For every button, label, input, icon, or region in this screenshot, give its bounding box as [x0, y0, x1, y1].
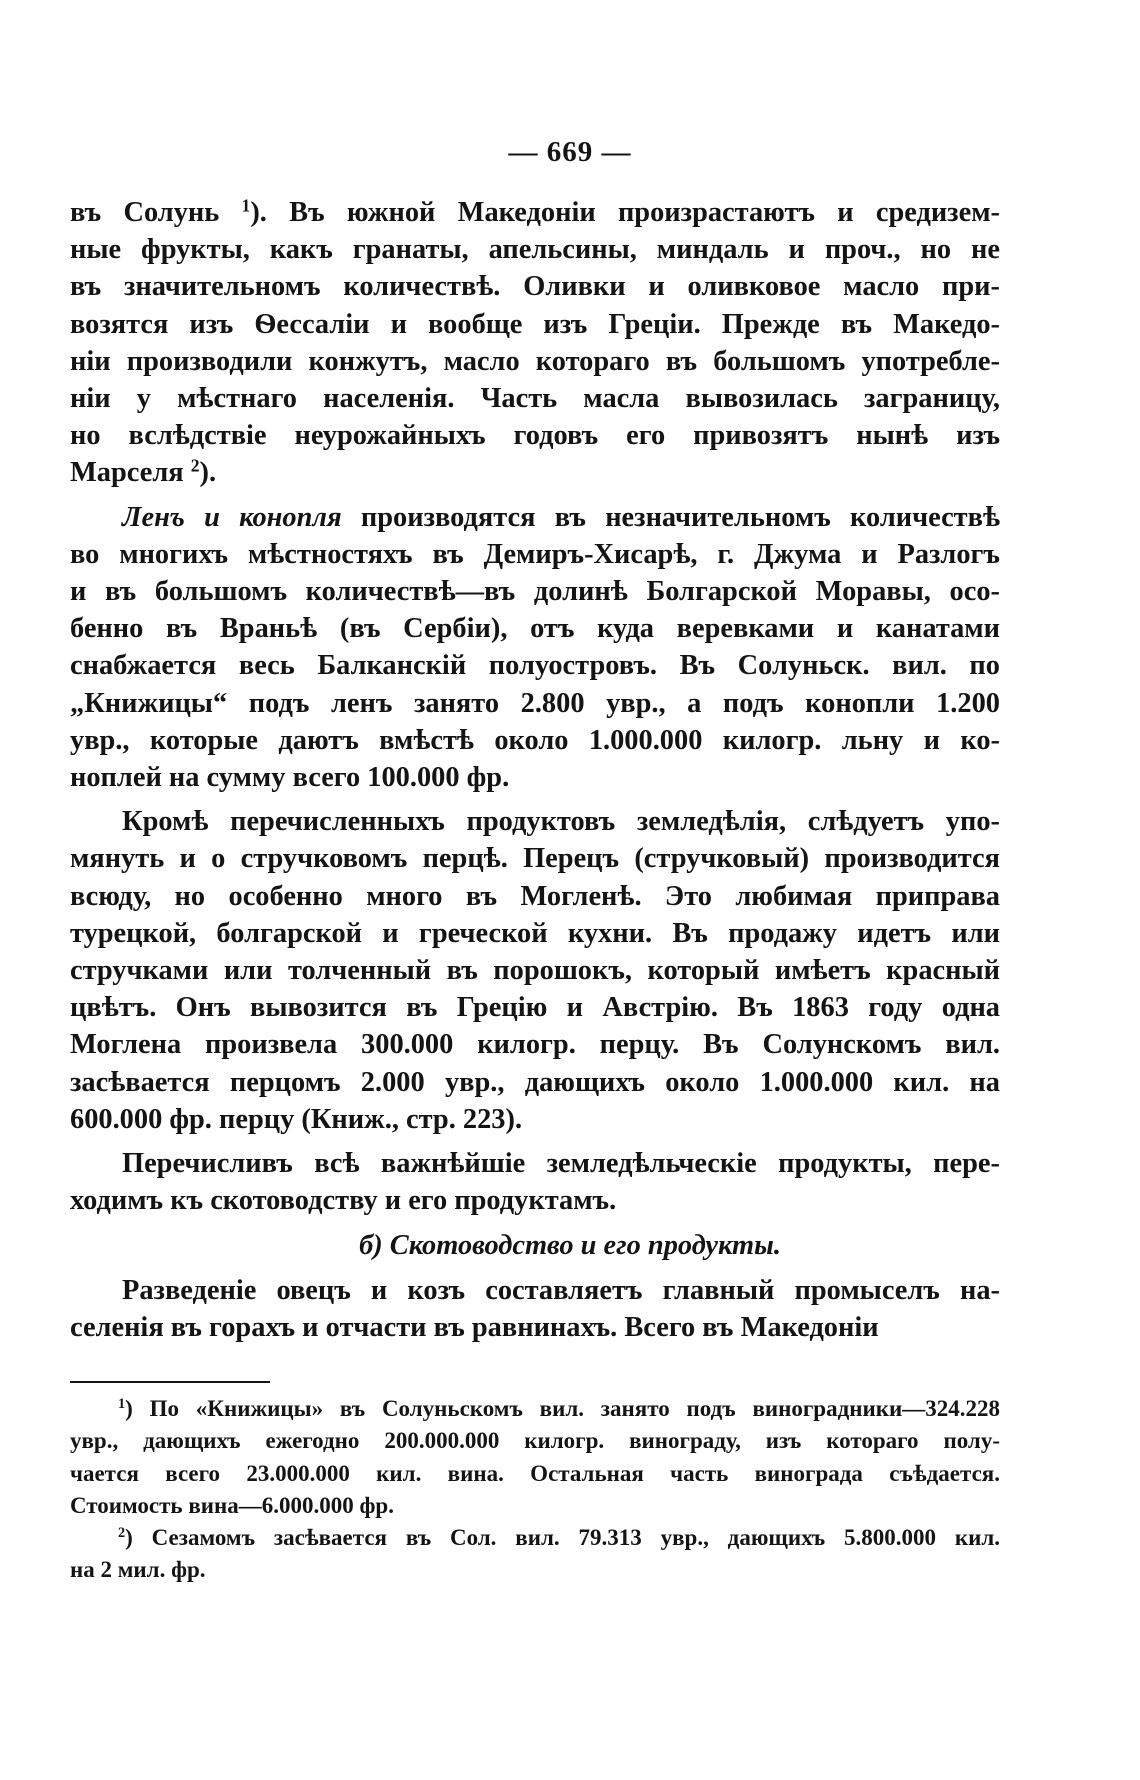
text-line: [70, 417, 1000, 454]
text-run: ).: [199, 457, 217, 489]
text-line: [70, 454, 1000, 491]
text-run: увр., дающихъ ежегодно 200.000.000 килогр. винограду, изъ котораго полу-: [70, 1428, 1000, 1454]
text-run: во многихъ мѣстностяхъ въ Демиръ-Хисарѣ, г. Джума и Разлогъ: [70, 538, 1000, 570]
text-line: [70, 306, 1000, 343]
text-run: селенія въ горахъ и отчасти въ равнинахъ. Всего въ Македоніи: [70, 1311, 879, 1343]
section-subheading: б) Скотоводство и его продукты.: [359, 1230, 781, 1262]
text-line: [70, 1182, 1000, 1219]
footnote-line: [70, 1425, 1000, 1457]
text-run: въ Солунь: [70, 197, 242, 228]
text-run: въ значительномъ количествѣ. Оливки и оливковое масло при-: [70, 271, 1000, 303]
text-run: засѣвается перцомъ 2.000 увр., дающихъ около 1.000.000 кил. на: [70, 1066, 1000, 1098]
text-run: стручками или толченный въ порошокъ, который имѣетъ красный: [70, 955, 1000, 987]
text-line: [70, 380, 1000, 417]
text-line: [70, 952, 1000, 989]
text-run: на 2 мил. фр.: [70, 1557, 206, 1583]
text-line: [70, 231, 1000, 268]
text-run: ніи производили конжутъ, масло котораго въ большомъ употребле-: [70, 345, 1000, 377]
text-run: снабжается весь Балканскій полуостровъ. Въ Солуньск. вил. по: [70, 650, 1000, 682]
text-line: [70, 647, 1000, 684]
footnote-line: [70, 1522, 1000, 1554]
text-line: [70, 343, 1000, 380]
text-run: возятся изъ Ѳессаліи и вообще изъ Греціи. Прежде въ Македо-: [70, 308, 1000, 340]
text-line: [70, 722, 1000, 759]
text-line: [70, 915, 1000, 952]
text-run: мянуть и о стручковомъ перцѣ. Перецъ (стручковый) производится: [70, 843, 1000, 875]
text-run: Разведеніе овецъ и козъ составляетъ главный промыселъ на-: [122, 1274, 1000, 1306]
text-run: Моглена произвела 300.000 килогр. перцу. Въ Солунскомъ вил.: [70, 1029, 1000, 1061]
text-run: Марселя: [70, 457, 191, 489]
text-line: [70, 610, 1000, 647]
text-line: [70, 499, 1000, 536]
text-line: [70, 989, 1000, 1026]
text-run: производятся въ незначительномъ количествѣ: [341, 501, 1000, 533]
text-line: [70, 194, 1000, 231]
text-line: [70, 878, 1000, 915]
text-run: турецкой, болгарской и греческой кухни. Въ продажу идетъ или: [70, 917, 1000, 949]
footnote-line: [70, 1393, 1000, 1425]
text-line: [70, 536, 1000, 573]
text-run: Перечисливъ всѣ важнѣйшіе земледѣльческіе продукты, пере-: [122, 1148, 1000, 1180]
text-line: [70, 1064, 1000, 1101]
footnote-marker: 2: [190, 455, 200, 476]
text-run: чается всего 23.000.000 кил. вина. Остальная часть винограда съѣдается.: [70, 1460, 1000, 1486]
text-run: ) По «Книжицы» въ Солуньскомъ вил. занято подъ виноградники—324.228: [125, 1396, 1000, 1421]
text-run: увр., которые даютъ вмѣстѣ около 1.000.000 килогр. льну и ко-: [70, 724, 1000, 756]
text-run: цвѣтъ. Онъ вывозится въ Грецію и Австрію. Въ 1863 году одна: [70, 992, 1000, 1024]
text-run: 600.000 фр. перцу (Книж., стр. 223).: [70, 1103, 523, 1135]
text-line: [70, 685, 1000, 722]
text-run: ) Сезамомъ засѣвается въ Сол. вил. 79.313 увр., дающихъ 5.800.000 кил.: [125, 1525, 1000, 1551]
text-line: [70, 573, 1000, 610]
text-run: бенно въ Враньѣ (въ Сербіи), отъ куда веревками и канатами: [70, 613, 1000, 645]
text-run: ные фрукты, какъ гранаты, апельсины, миндаль и проч., но не: [70, 234, 1000, 266]
text-line: [70, 1272, 1000, 1309]
text-run: и въ большомъ количествѣ—въ долинѣ Болгарской Моравы, осо-: [70, 576, 1000, 608]
text-line: [70, 803, 1000, 840]
text-run: „Книжицы“ подъ ленъ занято 2.800 увр., а подъ конопли 1.200: [70, 687, 1000, 719]
text-run: ноплей на сумму всего 100.000 фр.: [70, 762, 510, 794]
text-line: [70, 1026, 1000, 1063]
text-run: Стоимость вина—6.000.000 фр.: [70, 1492, 394, 1518]
text-line: [70, 268, 1000, 305]
page-number: — 669 —: [508, 136, 632, 168]
text-run: ходимъ къ скотоводству и его продуктамъ.: [70, 1185, 617, 1217]
italic-text: Ленъ и конопля: [122, 501, 342, 533]
footnote-line: [70, 1490, 1000, 1522]
text-run: всюду, но особенно много въ Могленѣ. Это любимая приправа: [70, 880, 1000, 912]
text-line: [70, 759, 1000, 796]
text-line: [70, 1101, 1000, 1138]
footnote-line: [70, 1554, 1000, 1586]
main-text: [70, 194, 1000, 1346]
text-line: [70, 1309, 1000, 1346]
footnote-marker: 1: [241, 195, 251, 216]
footnote-marker: 1: [118, 1396, 126, 1413]
text-run: ). Въ южной Македоніи произрастаютъ и средизем-: [250, 197, 1000, 228]
text-run: Кромѣ перечисленныхъ продуктовъ земледѣлія, слѣдуетъ упо-: [122, 806, 1000, 838]
text-run: ніи у мѣстнаго населенія. Часть масла вывозилась заграницу,: [70, 383, 1000, 415]
text-line: [70, 840, 1000, 877]
text-line: [70, 1145, 1000, 1182]
footnotes: [70, 1393, 1000, 1587]
footnote-line: [70, 1458, 1000, 1490]
footnote-divider: [70, 1381, 270, 1383]
footnote-marker: 2: [118, 1525, 126, 1542]
text-run: но вслѣдствіе неурожайныхъ годовъ его привозятъ нынѣ изъ: [70, 420, 1000, 452]
